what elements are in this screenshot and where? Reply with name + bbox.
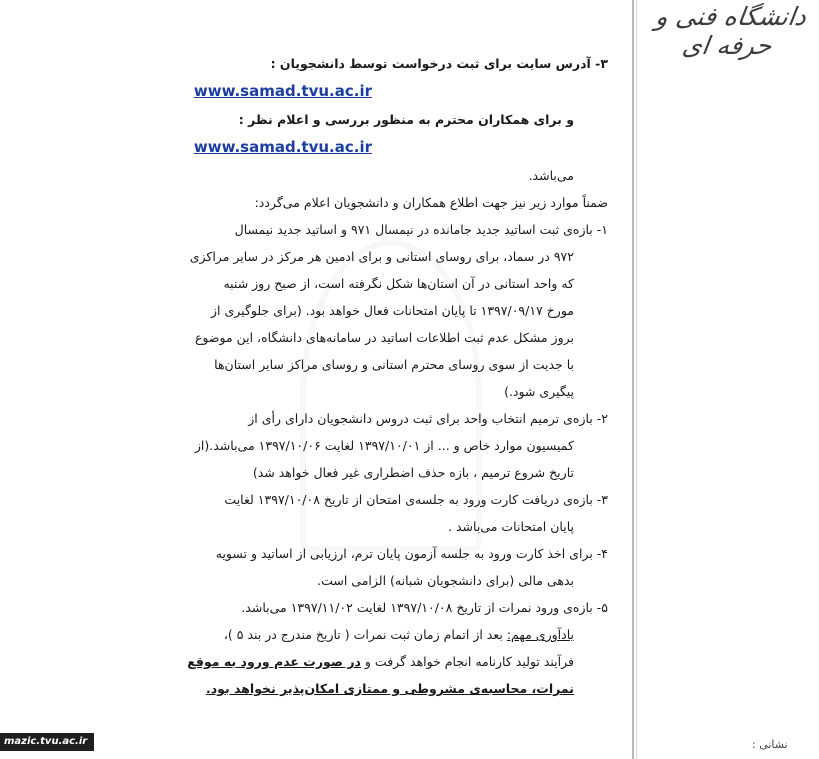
item-1-line-7: پیگیری شود.)	[504, 384, 574, 399]
item-5-line-1: ۵- بازه‌ی ورود نمرات از تاریخ ۱۳۹۷/۱۰/۰۸ لغایت ۱۳۹۷/۱۱/۰۲ می‌باشد.	[241, 600, 608, 615]
colleagues-line: و برای همکاران محترم به منظور بررسی و اعلام نظر :	[238, 112, 574, 127]
note-text-2a: فرآیند تولید کارنامه انجام خواهد گرفت و	[360, 654, 574, 669]
colleagues-site-link[interactable]: www.samad.tvu.ac.ir	[193, 138, 372, 156]
item-1-line-4: مورخ ۱۳۹۷/۰۹/۱۷ تا پایان امتحانات فعال خواهد بود. (برای جلوگیری از	[211, 303, 574, 318]
university-logo-text: دانشگاه فنی و حرفه ای	[653, 2, 809, 60]
item-1-line-2: ۹۷۲ در سماد، برای روسای استانی و برای ادمین هر مرکز در سایر مراکزی	[189, 249, 574, 264]
letter-body	[118, 50, 608, 702]
item-3-title: ۳- آدرس سایت برای ثبت درخواست توسط دانشجویان :	[270, 56, 608, 71]
note-line-2	[118, 648, 608, 675]
item-1-line-1: ۱- بازه‌ی ثبت اساتید جدید جامانده در نیمسال ۹۷۱ و اساتید جدید نیمسال	[234, 222, 608, 237]
note-label: یادآوری مهم:	[506, 627, 574, 642]
item-2-line-1: ۲- بازه‌ی ترمیم انتخاب واحد برای ثبت دروس دانشجویان دارای رأی از	[248, 411, 608, 426]
note-text-1: بعد از اتمام زمان ثبت نمرات ( تاریخ مندرج در بند ۵ )،	[223, 627, 507, 642]
note-line-1	[118, 621, 608, 648]
intro-line: ضمناً موارد زیر نیز جهت اطلاع همکاران و دانشجویان اعلام می‌گردد:	[254, 195, 608, 210]
item-1-line-3: که واحد استانی در آن استان‌ها شکل نگرفته است، از صبح روز شنبه	[223, 276, 574, 291]
item-4-line-1: ۴- برای اخذ کارت ورود به جلسه آزمون پایان ترم، ارزیابی از اساتید و تسویه	[215, 546, 608, 561]
note-text-2b: در صورت عدم ورود به موقع	[187, 654, 361, 669]
signature-label: نشانی :	[752, 738, 788, 751]
student-site-link[interactable]: www.samad.tvu.ac.ir	[193, 82, 372, 100]
item-3b-line-2: پایان امتحانات می‌باشد .	[448, 519, 574, 534]
item-4-line-2: بدهی مالی (برای دانشجویان شبانه) الزامی است.	[317, 573, 574, 588]
item-1-line-6: با جدیت از سوی روسای محترم استانی و روسای مراکز سایر استان‌ها	[214, 357, 574, 372]
site-stamp: mazic.tvu.ac.ir	[0, 733, 94, 751]
is-line: می‌باشد.	[528, 168, 574, 183]
item-2-line-2: کمیسیون موارد خاص و ... از ۱۳۹۷/۱۰/۰۱ لغایت ۱۳۹۷/۱۰/۰۶ می‌باشد.(از	[194, 438, 574, 453]
item-1-line-5: بروز مشکل عدم ثبت اطلاعات اساتید در سامانه‌های دانشگاه، این موضوع	[194, 330, 574, 345]
margin-divider	[632, 0, 634, 759]
item-2-line-3: تاریخ شروع ترمیم ، بازه حذف اضطراری غیر فعال خواهد شد)	[252, 465, 574, 480]
item-3b-line-1: ۳- بازه‌ی دریافت کارت ورود به جلسه‌ی امتحان از تاریخ ۱۳۹۷/۱۰/۰۸ لغایت	[224, 492, 608, 507]
note-line-3: نمرات، محاسبه‌ی مشروطی و ممتازی امکان‌پذیر نخواهد بود.	[206, 681, 574, 696]
margin-divider-secondary	[636, 0, 637, 759]
